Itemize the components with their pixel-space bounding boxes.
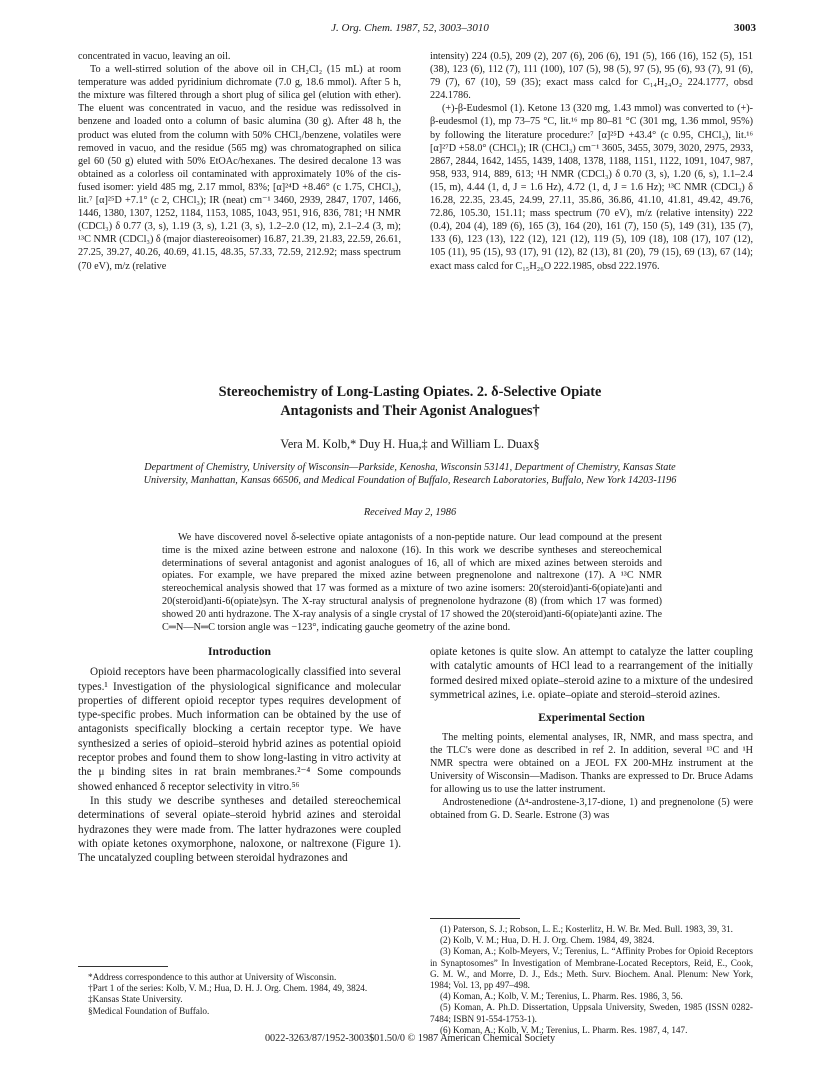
- paragraph: intensity) 224 (0.5), 209 (2), 207 (6), 206 (6), 191 (5), 166 (16), 152 (5), 151 (38), 123 (6), 112 (7), 111 (100), 107 (5), 98 (5), 97 (5), 95 (6), 93 (7), 91 (6), 79 (7), 67 (10), 59 (35); exact mass calcd for C₁₄H₂₄O₂ 224.1777, obsd 224.1786.: [430, 51, 753, 102]
- article-title-line: Stereochemistry of Long-Lasting Opiates. 2. δ-Selective Opiate: [218, 384, 602, 400]
- section-heading: Experimental Section: [538, 711, 645, 725]
- reference: (5) Koman, A. Ph.D. Dissertation, Uppsala University, Sweden, 1985 (ISSN 0282-7484; ISBN 91-554-1753-1).: [430, 1002, 753, 1024]
- references: [430, 924, 753, 1036]
- reference: (4) Koman, A.; Kolb, V. M.; Terenius, L. Pharm. Res. 1986, 3, 56.: [440, 991, 683, 1002]
- page-number: 3003: [734, 22, 756, 34]
- authors: Vera M. Kolb,* Duy H. Hua,‡ and William L. Duax§: [280, 437, 540, 451]
- abstract: We have discovered novel δ-selective opiate antagonists of a non-peptide nature. Our lead compound at the present time is the mixed azine between estrone and naloxone (16). In this work we describe syntheses and stereochemical determinations of several antagonist and agonist analogues of 16, all of which are mixed azines between steroids and opiates. For example, we have prepared the mixed azine between pregnenolone and naltrexone (17). A ¹³C NMR stereochemical analysis showed that 17 was formed as a mixture of two azine isomers: 20(steroid)anti-6(opiate)anti and 20(steroid)anti-6(opiate)syn. The X-ray structural analysis of pregnenolone hydrazone (8) (from which 17 was formed) showed 20 anti hydrazone. The X-ray analysis of a single crystal of 17 showed the 20(steroid)anti-6(opiate)anti azine. The C═N—N═C torsion angle was −123°, indicating gauche geometry of the azine bond.: [162, 532, 662, 633]
- paragraph: Opioid receptors have been pharmacologically classified into several types.¹ Investigation of the physiological significance and molecular properties of different opioid receptor types requires development of type-specific probes. Much information can be obtained by the use of antagonists specifically blocking a certain receptor type. We have synthesized a series of opioid–steroid hybrid azines as potential opioid receptor probes and found them to show long-lasting in vitro activity at the μ binding sites in rat brain membranes.²⁻⁴ Some compounds showed enhanced δ receptor selectivity in vitro.⁵⁶: [78, 666, 401, 793]
- article-title: [80, 383, 740, 421]
- running-header: [0, 22, 820, 38]
- paragraph: In this study we describe syntheses and detailed stereochemical determinations of several opiate–steroid hybrid azines and steroidal hydrazones they were made from. The latter hydrazones were coupled with opiate ketones oxymorphone, naloxone, or naltrexone (Figure 1). The uncatalyzed coupling between steroidal hydrazones and: [78, 794, 401, 865]
- reference: (1) Paterson, S. J.; Robson, L. E.; Kosterlitz, H. W. Br. Med. Bull. 1983, 39, 31.: [440, 924, 733, 934]
- footnote: ‡Kansas State University.: [88, 994, 183, 1005]
- paragraph: Androstenedione (Δ⁴-androstene-3,17-dione, 1) and pregnenolone (5) were obtained from G. D. Searle. Estrone (3) was: [430, 797, 753, 822]
- body-left-column: [78, 645, 401, 865]
- section-heading: Introduction: [208, 645, 271, 658]
- journal-citation: J. Org. Chem. 1987, 52, 3003–3010: [331, 22, 489, 34]
- reference: (3) Koman, A.; Kolb-Meyers, V.; Terenius, L. “Affinity Probes for Opioid Receptors in Synaptosomes” In Investigation of Membrane-Located Receptors, Reid, E., Cook, G. M. W., and Morre, D. J., Eds.; Meth. Surv. Biochem. Anal. Plenum: New York, 1984; Vol. 13, pp 497–498.: [430, 946, 753, 991]
- article-title-line: Antagonists and Their Agonist Analogues†: [280, 403, 540, 419]
- reference: (2) Kolb, V. M.; Hua, D. H. J. Org. Chem. 1984, 49, 3824.: [440, 935, 655, 946]
- received-date: Received May 2, 1986: [363, 507, 457, 518]
- experimental-text: [430, 731, 753, 822]
- paragraph: To a well-stirred solution of the above oil in CH₂Cl₂ (15 mL) at room temperature was added pyridinium dichromate (7.0 g, 18.6 mmol). After 5 h, the mixture was filtered through a short plug of silica gel (elution with ether). The eluent was concentrated in vacuo, and the residue was redissolved in benzene and loaded onto a column of basic alumina (30 g). After 48 h, the product was eluted from the column with 50% CHCl₃/benzene, volatiles were removed in vacuo, and the residue (565 mg) was chromatographed on silica gel 60 (50 g) eluted with 50% EtOAc/hexanes. The desired decalone 13 was obtained as a colorless oil contaminated with approximately 10% of the cis-fused isomer: yield 485 mg, 2.17 mmol, 83%; [α]²⁴D +8.46° (c 1.75, CHCl₃), lit.⁷ [α]²⁵D +7.1° (c 2, CHCl₃); IR (neat) cm⁻¹ 3460, 2939, 2847, 1707, 1466, 1446, 1380, 1307, 1252, 1184, 1153, 1085, 1043, 951, 916, 836, 781; ¹H NMR (CDCl₃) δ 0.77 (3, s), 1.19 (3, s), 1.21 (3, s), 1.2–2.0 (12, m), 2.1–2.4 (3, m); ¹³C NMR (CDCl₃) δ (major diastereoisomer) 16.87, 21.39, 21.83, 22.59, 26.61, 27.25, 39.27, 40.26, 40.69, 41.15, 48.35, 57.33, 72.59, 212.92; mass spectrum (70 eV), m/z (relative: [78, 64, 401, 272]
- paragraph: The melting points, elemental analyses, IR, NMR, and mass spectra, and the TLC's were done as described in ref 2. In addition, several ¹³C and ¹H NMR spectra were obtained on a JEOL FX 200-MHz instrument at the University of Wisconsin—Madison. Thanks are expressed to Dr. Bruce Adams for allowing us to use the latter instrument.: [430, 732, 753, 796]
- paragraph: concentrated in vacuo, leaving an oil.: [78, 51, 231, 62]
- references-rule: [430, 918, 520, 919]
- footnote: †Part 1 of the series: Kolb, V. M.; Hua, D. H. J. Org. Chem. 1984, 49, 3824.: [88, 983, 368, 994]
- paragraph: opiate ketones is quite slow. An attempt to catalyze the latter coupling with catalytic amounts of HCl lead to a rearrangement of the initially formed desired mixed opiate–steroid azine to a mixture of the undesired symmetrical azines, i.e. opiate–opiate and steroid–steroid azines.: [430, 646, 753, 701]
- reference: (6) Koman, A.; Kolb, V. M.; Terenius, L. Pharm. Res. 1987, 4, 147.: [440, 1024, 688, 1035]
- prior-article-left-column: [78, 50, 401, 273]
- body-right-column: [430, 645, 753, 822]
- prior-article-right-column: [430, 50, 753, 273]
- paragraph: (+)-β-Eudesmol (1). Ketone 13 (320 mg, 1.43 mmol) was converted to (+)-β-eudesmol (1), mp 73–75 °C, lit.¹⁶ mp 80–81 °C (301 mg, 1.36 mmol, 95%) by following the literature procedure:⁷ [α]²⁵D +43.4° (c 0.95, CHCl₃), lit.¹⁶ [α]²⁷D +58.0° (CHCl₃); IR (CHCl₃) cm⁻¹ 3605, 3455, 3079, 3020, 2975, 2933, 2867, 2844, 1642, 1455, 1439, 1408, 1378, 1188, 1151, 1122, 1091, 1047, 987, 958, 933, 914, 889, 613; ¹H NMR (CDCl₃) δ 0.70 (3, s), 1.20 (6, s), 1.1–2.4 (15, m), 4.44 (1, d, J = 1.6 Hz), 4.72 (1, d, J = 1.6 Hz); ¹³C NMR (CDCl₃) δ 16.28, 22.35, 23.45, 24.99, 27.11, 35.86, 36.86, 41.10, 41.81, 49.42, 49.76, 72.86, 105.30, 151.11; mass spectrum (70 eV), m/z (relative intensity) 222 (0.4), 204 (4), 189 (6), 165 (3), 164 (20), 161 (7), 150 (5), 149 (31), 135 (7), 133 (6), 123 (13), 122 (12), 121 (12), 119 (5), 109 (18), 108 (17), 107 (12), 105 (11), 95 (15), 93 (17), 91 (12), 82 (13), 81 (20), 79 (15), 69 (13), 67 (14); exact mass calcd for C₁₅H₂₆O 222.1985, obsd 222.1976.: [430, 103, 753, 272]
- footnote: §Medical Foundation of Buffalo.: [88, 1005, 210, 1016]
- footnote-rule: [78, 966, 168, 967]
- copyright-footer: 0022-3263/87/1952-3003$01.50/0 © 1987 American Chemical Society: [264, 1033, 556, 1044]
- footnote: *Address correspondence to this author at University of Wisconsin.: [88, 972, 337, 982]
- author-footnotes: [78, 972, 401, 1017]
- affiliations: Department of Chemistry, University of Wisconsin—Parkside, Kenosha, Wisconsin 53141, Department of Chemistry, Kansas State University, Manhattan, Kansas 66506, and Medical Foundation of Buffalo, Research Laboratories, Buffalo, New York 14203-1196: [143, 462, 677, 486]
